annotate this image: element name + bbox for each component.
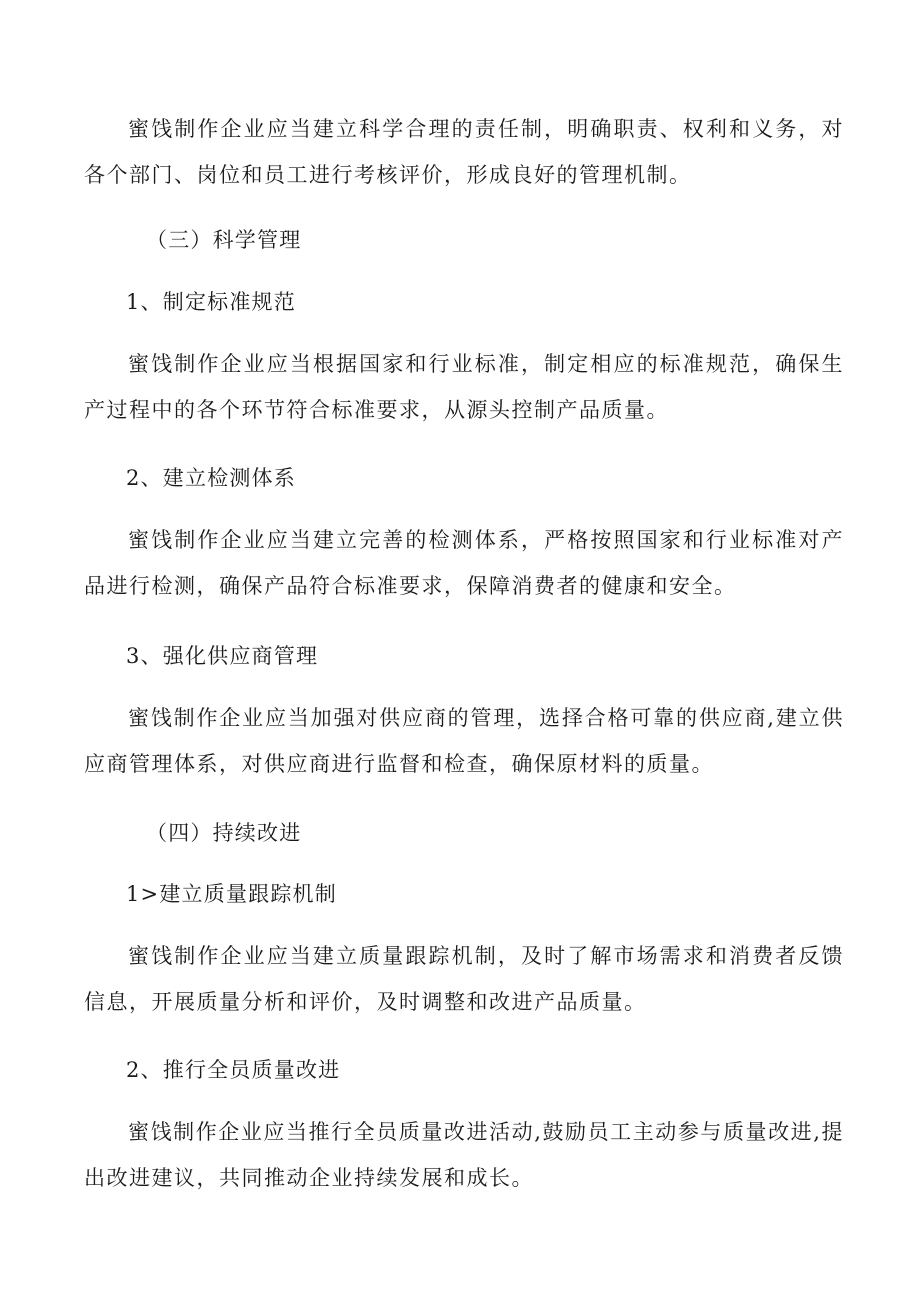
- section-heading-scientific-management: （三）科学管理: [146, 228, 302, 252]
- subheading-supplier-management: 3、强化供应商管理: [126, 644, 319, 668]
- paragraph-standards: 蜜饯制作企业应当根据国家和行业标准，制定相应的标准规范，确保生产过程中的各个环节符合标准要求，从源头控制产品质量。: [84, 352, 844, 422]
- subheading-standards: 1、制定标准规范: [126, 290, 296, 314]
- section-heading-continuous-improvement: （四）持续改进: [146, 821, 302, 845]
- paragraph-all-staff-improvement: 蜜饯制作企业应当推行全员质量改进活动,鼓励员工主动参与质量改进,提出改进建议，共同推动企业持续发展和成长。: [84, 1120, 844, 1190]
- paragraph-testing-system: 蜜饯制作企业应当建立完善的检测体系，严格按照国家和行业标准对产品进行检测，确保产品符合标准要求，保障消费者的健康和安全。: [84, 528, 844, 598]
- subheading-testing-system: 2、建立检测体系: [126, 466, 296, 490]
- subheading-quality-tracking: 1>建立质量跟踪机制: [126, 882, 337, 906]
- subheading-all-staff-improvement: 2、推行全员质量改进: [126, 1058, 341, 1082]
- paragraph-quality-tracking: 蜜饯制作企业应当建立质量跟踪机制，及时了解市场需求和消费者反馈信息，开展质量分析和评价，及时调整和改进产品质量。: [84, 944, 844, 1014]
- paragraph-responsibility: 蜜饯制作企业应当建立科学合理的责任制，明确职责、权利和义务，对各个部门、岗位和员工进行考核评价，形成良好的管理机制。: [84, 117, 844, 187]
- paragraph-supplier-management: 蜜饯制作企业应当加强对供应商的管理，选择合格可靠的供应商,建立供应商管理体系，对供应商进行监督和检查，确保原材料的质量。: [84, 706, 844, 776]
